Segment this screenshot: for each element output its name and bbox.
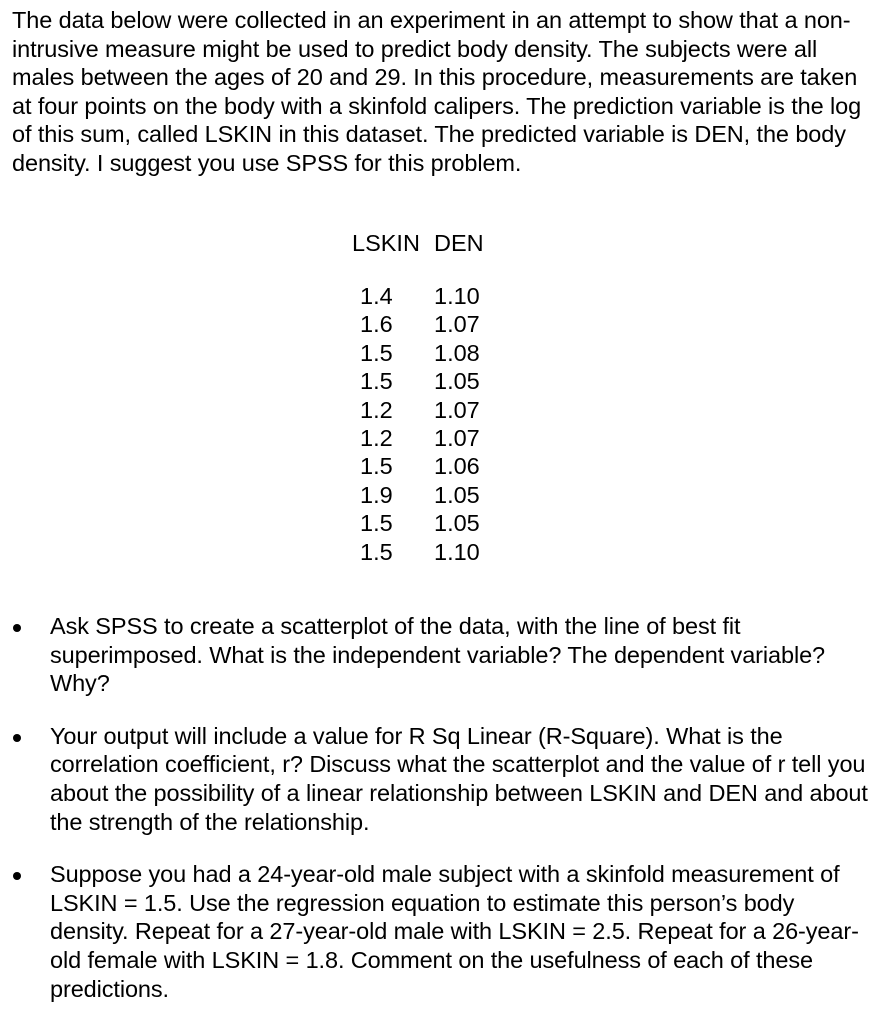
table-row	[352, 481, 494, 509]
table-row	[352, 310, 494, 338]
cell-lskin: 1.6	[360, 311, 393, 338]
cell-lskin: 1.5	[360, 339, 393, 366]
table-header	[352, 228, 494, 258]
cell-lskin: 1.4	[360, 283, 393, 309]
header-lskin: LSKIN	[352, 230, 420, 256]
question-list	[0, 612, 887, 1027]
list-item	[0, 612, 870, 698]
cell-den: 1.05	[434, 368, 480, 395]
list-item	[0, 860, 870, 1003]
cell-lskin: 1.2	[360, 424, 393, 451]
cell-lskin: 1.2	[360, 396, 393, 423]
cell-den: 1.05	[434, 481, 480, 508]
table-row	[352, 538, 494, 566]
cell-den: 1.06	[434, 453, 480, 480]
cell-den: 1.10	[434, 538, 480, 565]
table-row	[352, 509, 494, 537]
cell-den: 1.07	[434, 396, 480, 423]
cell-den: 1.07	[434, 311, 480, 338]
bullet-dot-icon	[13, 624, 21, 632]
list-item	[0, 722, 870, 836]
cell-lskin: 1.5	[360, 368, 393, 395]
table-body	[352, 282, 494, 566]
header-den: DEN	[434, 230, 484, 256]
bullet-dot-icon	[13, 734, 21, 742]
cell-den: 1.08	[434, 339, 480, 366]
question-text: Your output will include a value for R Sq Linear (R-Square). What is the correlation coefficient, r? Discuss what the scatterplot and the value of r tell you about the possibility of a linear relationship between LSKIN and DEN and about the strength of the relationship.	[50, 722, 868, 835]
cell-lskin: 1.9	[360, 481, 393, 508]
table-row	[352, 282, 494, 310]
cell-lskin: 1.5	[360, 453, 393, 480]
cell-lskin: 1.5	[360, 510, 393, 537]
intro-paragraph: The data below were collected in an experiment in an attempt to show that a non-intrusive measure might be used to predict body density. The subjects were all males between the ages of 20 and 29. In this procedure, measurements are taken at four points on the body with a skinfold calipers. The prediction variable is the log of this sum, called LSKIN in this dataset. The predicted variable is DEN, the body density. I suggest you use SPSS for this problem.	[12, 7, 862, 176]
bullet-dot-icon	[13, 872, 21, 880]
table-row	[352, 424, 494, 452]
table-row	[352, 396, 494, 424]
question-text: Suppose you had a 24-year-old male subject with a skinfold measurement of LSKIN = 1.5. Use the regression equation to estimate this person’s body density. Repeat for a 27-year-old male with LSKIN = 2.5. Repeat for a 26-year-old female with LSKIN = 1.8. Comment on the usefulness of each of these predictions.	[50, 861, 859, 1002]
cell-den: 1.07	[434, 424, 480, 451]
cell-lskin: 1.5	[360, 538, 393, 565]
data-table	[352, 228, 494, 566]
question-text: Ask SPSS to create a scatterplot of the data, with the line of best fit superimposed. What is the independent variable? The dependent variable? Why?	[50, 613, 826, 697]
cell-den: 1.10	[434, 283, 480, 309]
table-row	[352, 367, 494, 395]
table-row	[352, 452, 494, 480]
table-row	[352, 339, 494, 367]
cell-den: 1.05	[434, 510, 480, 537]
